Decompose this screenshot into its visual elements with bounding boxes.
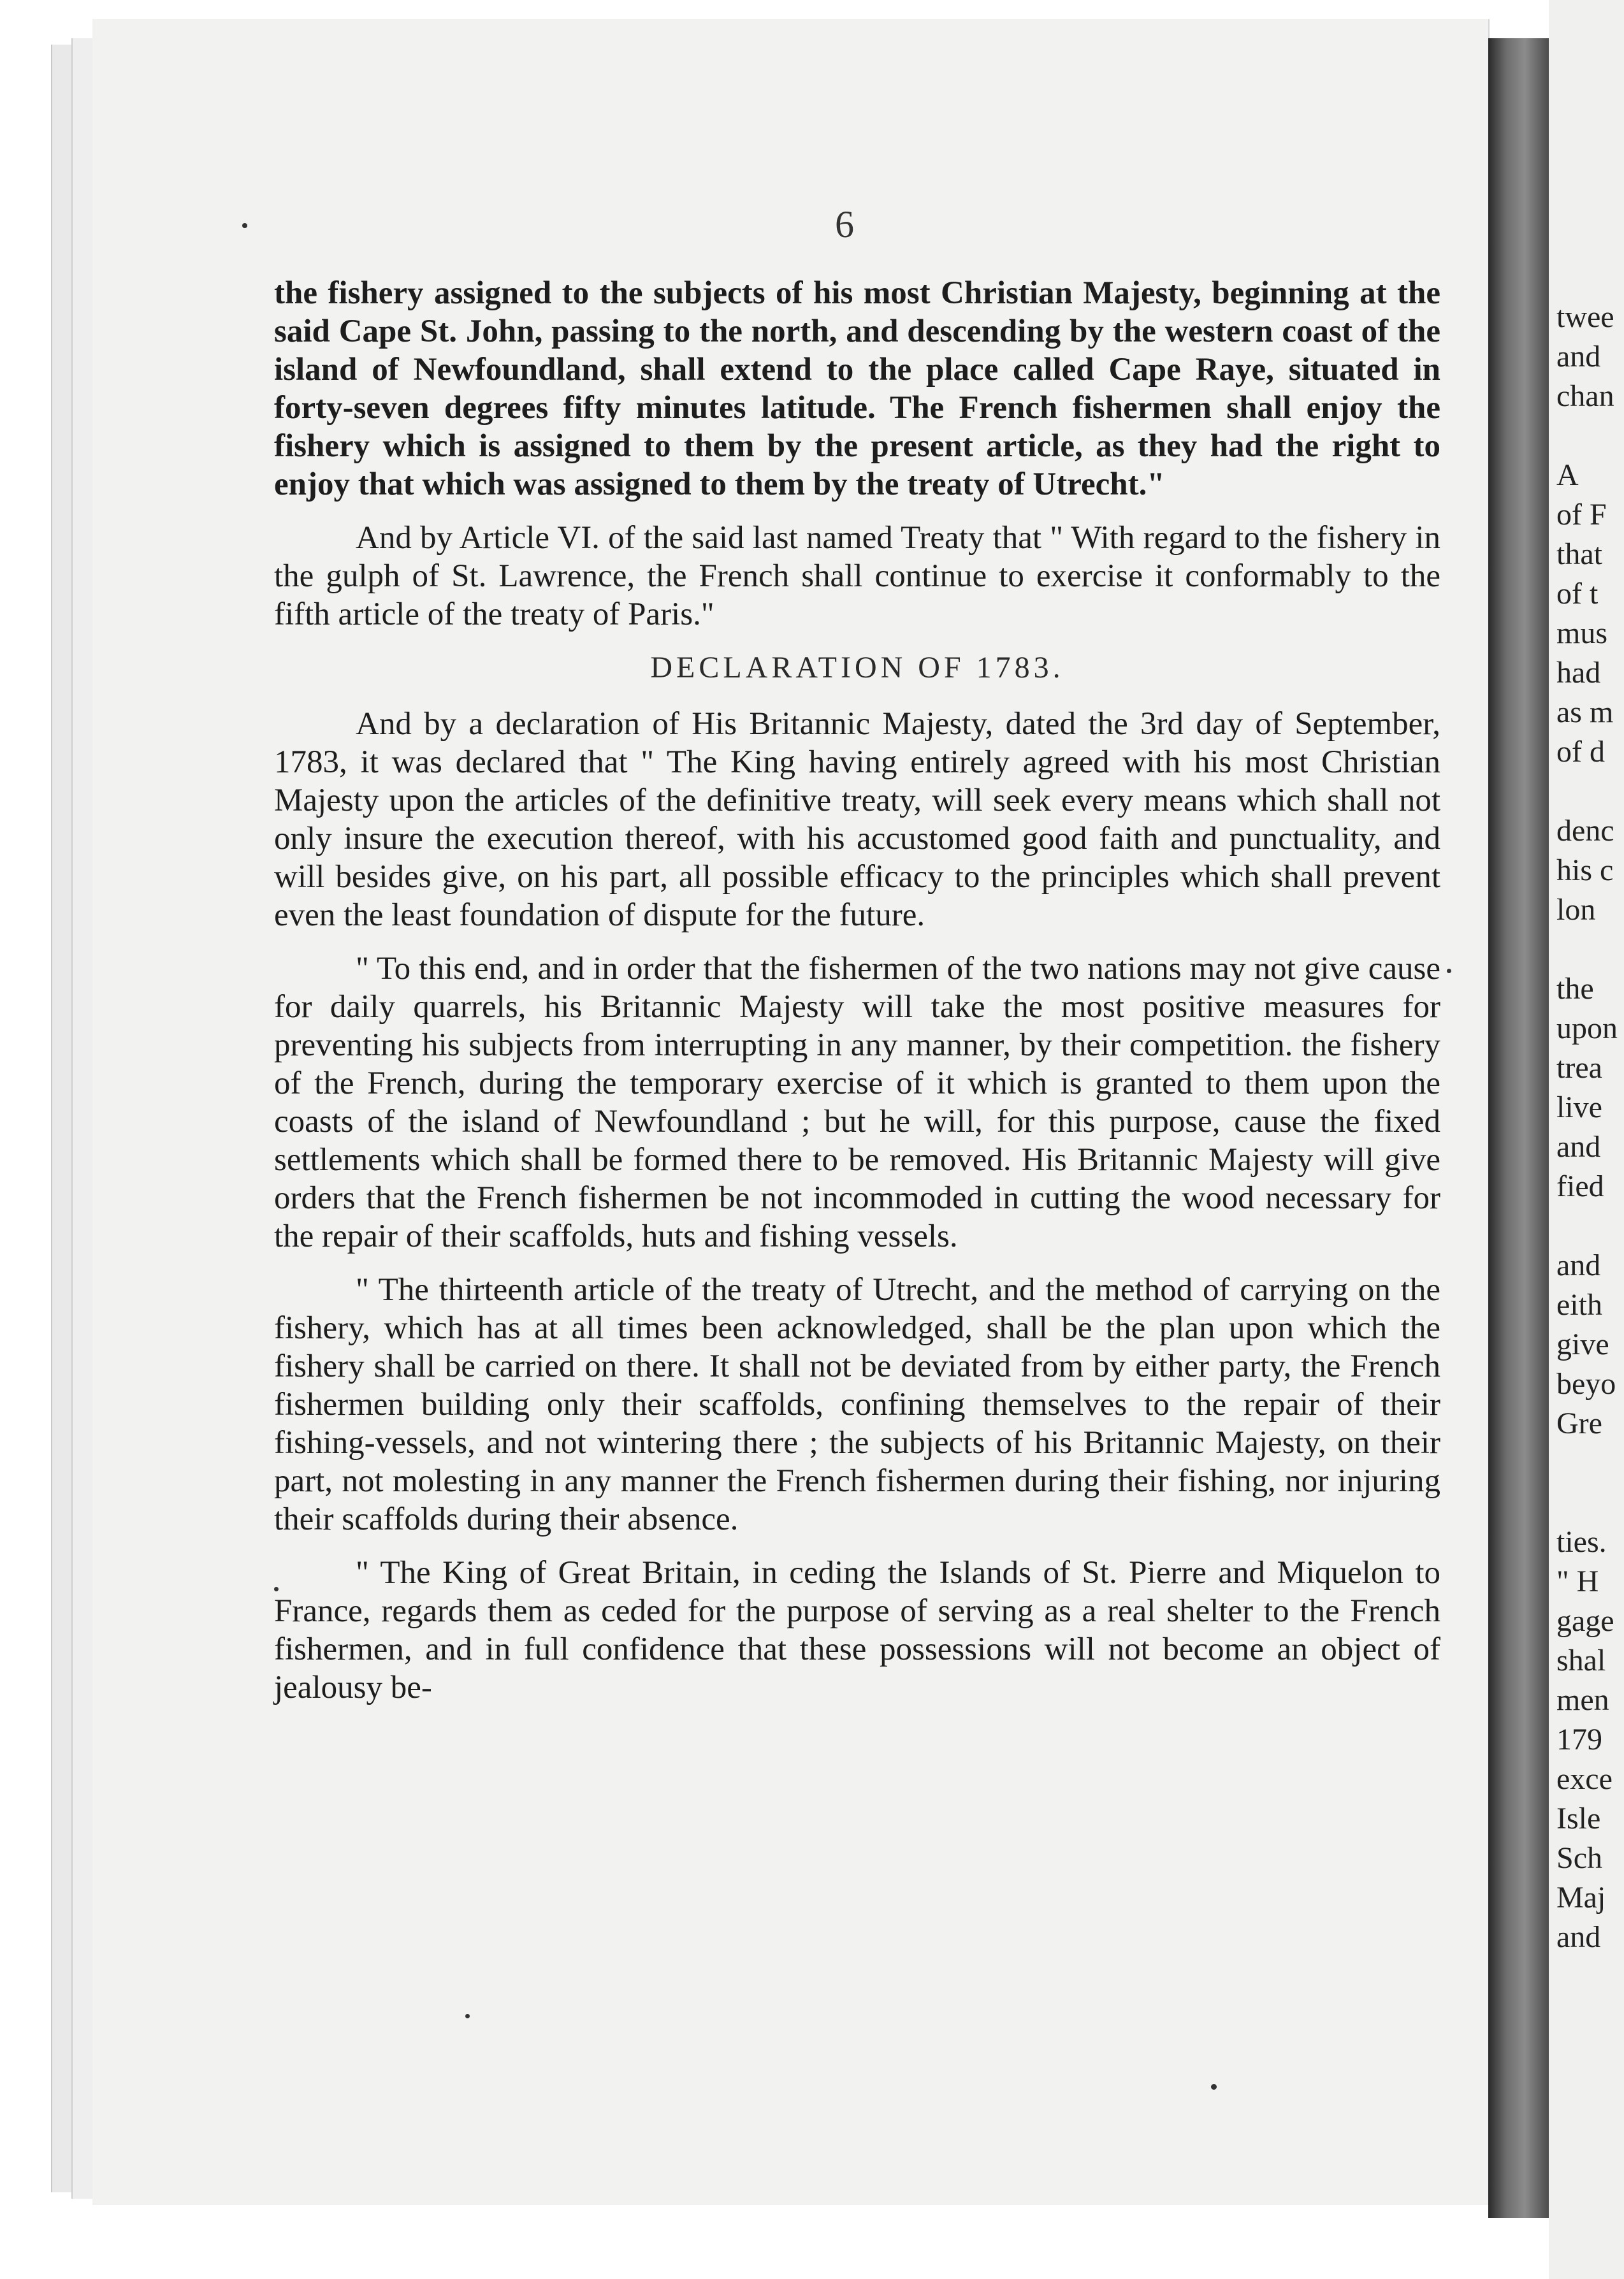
paragraph: " The thirteenth article of the treaty of Utrecht, and the method of carrying on the fishery, which has at all times been acknowledged, shall be the plan upon which the fishery shall be carried on there. It shall not be deviated from by either party, the French fishermen building only their scaffolds, confining themselves to the repair of their fishing-vessels, and not wintering there ; the subjects of his Britannic Majesty, on their part, not molesting in any manner the French fishermen during their fishing, nor injuring their scaffolds during their absence. <box>274 1272 1440 1537</box>
facing-page-fragment: shal <box>1556 1644 1606 1677</box>
paragraph: " To this end, and in order that the fishermen of the two nations may not give cause for daily quarrels, his Britannic Majesty will take the most positive measures for preventing his subjects from interrupting in any manner, by their competition. the fishery of the French, during the temporary exercise of it which is granted to them upon the coasts of the island of Newfoundland ; but he will, for this purpose, cause the fixed settlements which shall be formed there to be removed. His Britannic Majesty will give orders that the French fishermen be not incommoded in cutting the wood necessary for the repair of their scaffolds, huts and fishing vessels. <box>274 951 1440 1254</box>
facing-page-fragment: and <box>1556 340 1601 373</box>
page-body <box>274 274 1440 1722</box>
facing-page-fragment: as m <box>1556 695 1614 729</box>
facing-page-fragment: Sch <box>1556 1841 1602 1875</box>
scan-speck <box>242 223 247 228</box>
facing-page-fragment: eith <box>1556 1288 1602 1322</box>
facing-page-fragment: beyo <box>1556 1367 1616 1401</box>
facing-page-fragment: of F <box>1556 498 1607 532</box>
section-heading: DECLARATION OF 1783. <box>650 651 1064 684</box>
facing-page-fragment: lon <box>1556 893 1596 927</box>
page-number: 6 <box>835 203 854 245</box>
facing-page-fragment: ties. <box>1556 1525 1607 1559</box>
facing-page-fragment: 179 <box>1556 1723 1602 1756</box>
scan-speck <box>1211 2084 1217 2090</box>
facing-page-fragment: denc <box>1556 814 1614 848</box>
paragraph: And by a declaration of His Britannic Majesty, dated the 3rd day of September, 1783, it was declared that " The King having entirely agreed with his most Christian Majesty upon the articles of the definitive treaty, will seek every means which shall not only insure the execution thereof, with his accustomed good faith and punctuality, and will besides give, on his part, all possible efficacy to the principles which shall prevent even the least foundation of dispute for the future. <box>274 706 1440 933</box>
facing-page-fragment: A <box>1556 458 1579 492</box>
facing-page-fragment: the <box>1556 972 1594 1006</box>
facing-page-fragment: and <box>1556 1130 1601 1164</box>
facing-page-fragment: give <box>1556 1328 1609 1361</box>
facing-page-fragment: live <box>1556 1090 1602 1124</box>
adjacent-page-edge <box>1549 0 1624 2279</box>
facing-page-fragment: fied <box>1556 1169 1604 1203</box>
facing-page-fragment: Isle <box>1556 1802 1601 1835</box>
facing-page-fragment: mus <box>1556 616 1608 650</box>
paragraph: " The King of Great Britain, in ceding the Islands of St. Pierre and Miquelon to France, regards them as ceded for the purpose of serving as a real shelter to the French fishermen, and in full confidence that these possessions will not become an object of jealousy be- <box>274 1555 1440 1705</box>
facing-page-fragment: gage <box>1556 1604 1614 1638</box>
facing-page-fragment: exce <box>1556 1762 1613 1796</box>
facing-page-fragment: of t <box>1556 577 1599 611</box>
scan-speck <box>274 1587 279 1591</box>
paragraph: And by Article VI. of the said last named Treaty that " With regard to the fishery in the gulph of St. Lawrence, the French shall continue to exercise it conformably to the fifth article of the treaty of Paris." <box>274 520 1440 632</box>
facing-page-fragment: men <box>1556 1683 1609 1717</box>
facing-page-fragment: " H <box>1556 1565 1599 1598</box>
facing-page-fragment: Gre <box>1556 1407 1602 1440</box>
scan-speck <box>465 2014 470 2018</box>
facing-page-fragment: trea <box>1556 1051 1602 1085</box>
facing-page-fragment: and <box>1556 1920 1601 1954</box>
facing-page-fragment: that <box>1556 537 1602 571</box>
facing-page-fragment: chan <box>1556 379 1614 413</box>
facing-page-fragment: had <box>1556 656 1601 690</box>
facing-page-fragment: of d <box>1556 735 1605 769</box>
scan-speck <box>1447 969 1451 973</box>
facing-page-fragment: twee <box>1556 300 1614 334</box>
facing-page-fragment: upon <box>1556 1011 1618 1045</box>
paragraph: the fishery assigned to the subjects of his most Christian Majesty, beginning at the said Cape St. John, passing to the north, and descending by the western coast of the island of Newfoundland, shall extend to the place called Cape Raye, situated in forty-seven degrees fifty minutes latitude. The French fishermen shall enjoy the fishery which is assigned to them by the present article, as they had the right to enjoy that which was assigned to them by the treaty of Utrecht." <box>274 275 1440 502</box>
facing-page-fragment: and <box>1556 1248 1601 1282</box>
facing-page-fragment: his c <box>1556 853 1614 887</box>
facing-page-fragment: Maj <box>1556 1881 1606 1914</box>
